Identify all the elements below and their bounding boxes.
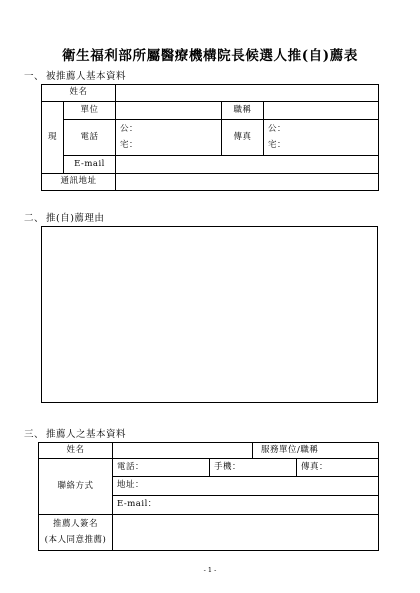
nominee-name-label: 姓名 — [42, 85, 116, 102]
job-title-label: 職稱 — [222, 102, 264, 120]
section-2-heading — [24, 210, 104, 224]
current-label: 現 — [42, 102, 64, 174]
recommender-phone-field[interactable] — [113, 459, 210, 477]
phone-field[interactable] — [116, 120, 222, 156]
unit-title-label: 服務單位/職稱 — [253, 443, 379, 459]
recommender-mobile-field[interactable] — [210, 459, 297, 477]
phone-label: 電話 — [64, 120, 116, 156]
recommender-phone-label: 電話： — [117, 461, 145, 472]
recommender-mobile-label: 手機： — [214, 461, 242, 472]
section-3-heading — [24, 426, 126, 440]
recommender-email-label: E-mail： — [117, 499, 157, 510]
fax-office-label: 公： — [268, 124, 287, 135]
section-2-number: 二、 — [24, 213, 45, 224]
job-title-field[interactable] — [264, 102, 379, 120]
email-label: E-mail — [64, 156, 116, 174]
recommender-name-label: 姓名 — [39, 443, 113, 459]
nominee-info-table — [41, 84, 379, 191]
signature-label: 推薦人簽名 — [52, 519, 98, 530]
recommender-info-table — [38, 442, 379, 551]
page-number: - 1 - — [203, 566, 217, 574]
phone-home-label: 宅： — [120, 139, 139, 150]
section-1-title: 被推薦人基本資料 — [46, 71, 127, 82]
fax-field[interactable] — [264, 120, 379, 156]
recommender-address-label: 地址： — [117, 480, 145, 491]
signature-label-cell — [39, 515, 113, 551]
recommendation-reason-box[interactable] — [41, 226, 378, 403]
nominee-name-field[interactable] — [116, 85, 379, 102]
section-1-heading — [24, 68, 126, 82]
form-title: 衛生福利部所屬醫療機構院長候選人推(自)薦表 — [62, 48, 358, 64]
signature-field[interactable] — [113, 515, 379, 551]
email-field[interactable] — [116, 156, 379, 174]
recommender-email-field[interactable] — [113, 496, 379, 515]
recommender-address-field[interactable] — [113, 477, 379, 496]
contact-label: 聯絡方式 — [39, 459, 113, 515]
recommender-name-field[interactable] — [113, 443, 253, 459]
recommender-fax-label: 傳真： — [301, 461, 329, 472]
signature-note: (本人同意推薦) — [44, 534, 107, 545]
section-1-number: 一、 — [24, 71, 45, 82]
unit-label: 單位 — [64, 102, 116, 120]
section-2-title: 推(自)薦理由 — [46, 213, 105, 224]
phone-office-label: 公： — [120, 124, 139, 135]
recommender-fax-field[interactable] — [297, 459, 379, 477]
address-field[interactable] — [116, 174, 379, 191]
section-3-title: 推薦人之基本資料 — [46, 429, 127, 440]
address-label: 通訊地址 — [42, 174, 116, 191]
fax-home-label: 宅： — [268, 139, 287, 150]
fax-label: 傳真 — [222, 120, 264, 156]
unit-field[interactable] — [116, 102, 222, 120]
section-3-number: 三、 — [24, 429, 45, 440]
